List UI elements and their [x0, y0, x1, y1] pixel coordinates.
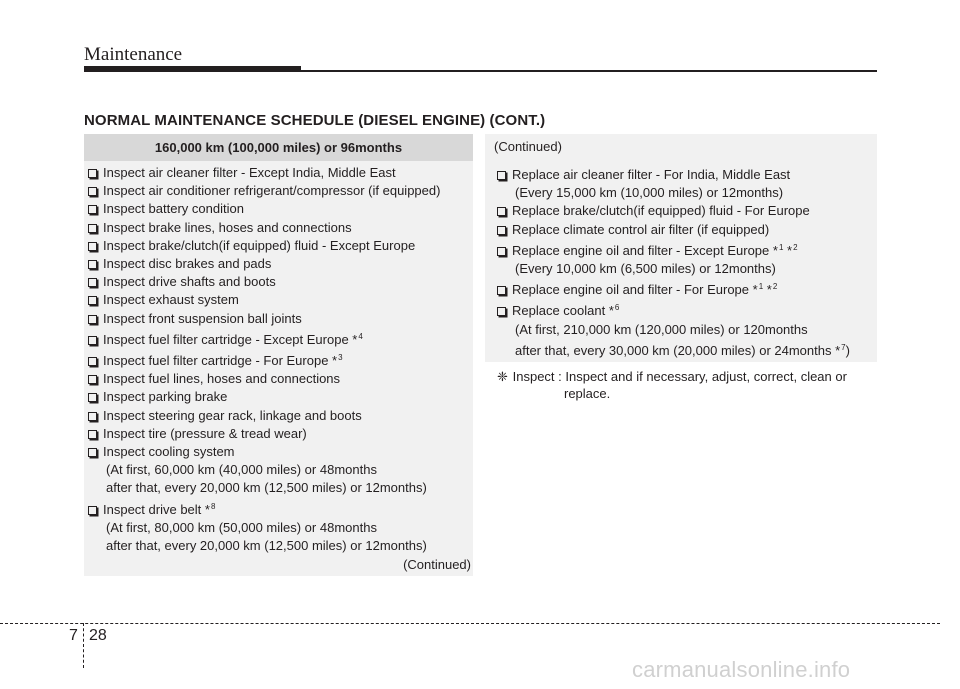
- schedule-detail-line: [88, 461, 472, 479]
- schedule-item: [88, 200, 472, 218]
- schedule-item: [88, 219, 472, 237]
- footer-dashed-divider: [83, 623, 84, 668]
- item-text: (Every 15,000 km (10,000 miles) or 12months): [515, 185, 784, 201]
- item-text: Replace climate control air filter (if equipped): [512, 221, 770, 237]
- item-text: Inspect steering gear rack, linkage and boots: [103, 407, 362, 423]
- checkbox-icon: [497, 247, 506, 256]
- schedule-item: [88, 310, 472, 328]
- checkbox-icon: [88, 412, 97, 421]
- note-line-1: [497, 368, 847, 385]
- schedule-item: [497, 202, 877, 220]
- item-text: Inspect air conditioner refrigerant/compressor (if equipped): [103, 183, 441, 199]
- footnote-marker: 8: [210, 501, 216, 511]
- item-text: (At first, 80,000 km (50,000 miles) or 48months: [106, 519, 377, 535]
- schedule-item: [88, 370, 472, 388]
- checkbox-icon: [88, 296, 97, 305]
- item-text: Inspect parking brake: [103, 389, 228, 405]
- item-text: Inspect exhaust system: [103, 292, 239, 308]
- checkbox-icon: [88, 448, 97, 457]
- checkbox-icon: [497, 226, 506, 235]
- schedule-detail-line: [497, 260, 877, 278]
- item-text: Replace engine oil and filter - For Europe *: [512, 282, 758, 298]
- item-text: Replace brake/clutch(if equipped) fluid - For Europe: [512, 203, 810, 219]
- item-text-continued: *: [783, 242, 793, 258]
- schedule-item: [497, 299, 877, 320]
- schedule-item: [88, 237, 472, 255]
- footnote-marker: 1: [758, 282, 764, 292]
- checkbox-icon: [497, 171, 506, 180]
- interval-heading: 160,000 km (100,000 miles) or 96months: [84, 134, 473, 161]
- schedule-detail-line: [497, 339, 877, 360]
- item-text: Inspect drive belt *: [103, 501, 210, 517]
- checkbox-icon: [88, 506, 97, 515]
- checkbox-icon: [88, 315, 97, 324]
- item-text: Replace air cleaner filter - For India, Middle East: [512, 167, 791, 182]
- footnote-marker: 3: [338, 353, 343, 363]
- footnote-marker: 7: [841, 342, 846, 352]
- schedule-detail-line: [88, 519, 472, 537]
- item-text: (At first, 210,000 km (120,000 miles) or 120months: [515, 321, 808, 337]
- note-text-1: Inspect : Inspect and if necessary, adjust, correct, clean or: [512, 369, 847, 384]
- continued-note-left: (Continued): [403, 557, 471, 572]
- item-text: Inspect disc brakes and pads: [103, 256, 272, 272]
- item-text-continued: *: [763, 282, 772, 298]
- checkbox-icon: [88, 357, 97, 366]
- schedule-item: [497, 278, 877, 299]
- schedule-item: [88, 349, 472, 370]
- item-text: after that, every 20,000 km (12,500 miles) or 12months): [106, 538, 427, 554]
- item-text: Inspect brake lines, hoses and connections: [103, 219, 352, 235]
- checkbox-icon: [88, 393, 97, 402]
- schedule-item: [88, 388, 472, 406]
- item-text: (At first, 60,000 km (40,000 miles) or 48months: [106, 462, 377, 478]
- header-rule-thin: [301, 70, 877, 72]
- schedule-item: [88, 273, 472, 291]
- item-text: Inspect fuel filter cartridge - Except Europe *: [103, 331, 358, 347]
- schedule-item: [88, 425, 472, 443]
- schedule-detail-line: [88, 479, 472, 497]
- item-text: Inspect tire (pressure & tread wear): [103, 425, 307, 441]
- checkbox-icon: [88, 430, 97, 439]
- footnote-marker: 1: [778, 242, 784, 252]
- schedule-detail-line: [88, 537, 472, 555]
- checkbox-icon: [497, 207, 506, 216]
- left-inspection-list: [88, 164, 472, 555]
- schedule-item: [88, 291, 472, 309]
- footnote-marker: 6: [614, 303, 620, 313]
- checkbox-icon: [497, 307, 506, 316]
- checkbox-icon: [88, 169, 97, 178]
- checkbox-icon: [88, 375, 97, 384]
- item-text: after that, every 20,000 km (12,500 miles) or 12months): [106, 480, 427, 496]
- item-text: Inspect air cleaner filter - Except India, Middle East: [103, 165, 396, 180]
- item-text: (Every 10,000 km (6,500 miles) or 12months): [515, 261, 776, 277]
- item-text: Inspect fuel filter cartridge - For Europe *: [103, 353, 338, 369]
- item-text: Inspect brake/clutch(if equipped) fluid - Except Europe: [103, 237, 416, 253]
- checkbox-icon: [88, 224, 97, 233]
- schedule-detail-line: [497, 321, 877, 339]
- right-replacement-list: [497, 166, 877, 360]
- inspect-definition-note: [497, 368, 847, 402]
- item-text-continued: ): [845, 342, 850, 358]
- chapter-number: 7: [69, 627, 78, 644]
- footnote-marker: 2: [793, 242, 798, 252]
- schedule-item: [497, 221, 877, 239]
- checkbox-icon: [88, 205, 97, 214]
- item-text: Inspect battery condition: [103, 201, 244, 217]
- item-text: Inspect drive shafts and boots: [103, 274, 276, 290]
- schedule-item: [88, 443, 472, 461]
- schedule-item: [88, 407, 472, 425]
- watermark: carmanualsonline.info: [632, 657, 851, 682]
- footnote-marker: 2: [772, 282, 778, 292]
- schedule-item: [88, 498, 472, 519]
- checkbox-icon: [88, 260, 97, 269]
- schedule-item: [88, 164, 472, 182]
- item-text: Replace engine oil and filter - Except Europe *: [512, 242, 778, 258]
- checkbox-icon: [88, 278, 97, 287]
- checkbox-icon: [88, 336, 97, 345]
- schedule-item: [497, 166, 877, 184]
- note-symbol-icon: ❈: [497, 369, 508, 384]
- checkbox-icon: [88, 187, 97, 196]
- item-text: Inspect front suspension ball joints: [103, 310, 302, 326]
- checkbox-icon: [497, 286, 506, 295]
- checkbox-icon: [88, 242, 97, 251]
- header-title: Maintenance: [84, 44, 183, 65]
- item-text: Inspect fuel lines, hoses and connections: [103, 371, 341, 387]
- item-text: Replace coolant *: [512, 303, 614, 319]
- page-number: 28: [89, 627, 107, 644]
- item-text: Inspect cooling system: [103, 444, 235, 460]
- header-rule-thick: [84, 66, 301, 72]
- note-line-2: replace.: [564, 386, 611, 401]
- footer-dashed-rule: [0, 623, 940, 624]
- schedule-item: [88, 255, 472, 273]
- schedule-item: [88, 182, 472, 200]
- section-title: NORMAL MAINTENANCE SCHEDULE (DIESEL ENGINE) (CONT.): [84, 112, 546, 129]
- continued-note-right: (Continued): [494, 139, 562, 154]
- schedule-item: [88, 328, 472, 349]
- footnote-marker: 4: [358, 331, 363, 341]
- schedule-item: [497, 239, 877, 260]
- schedule-detail-line: [497, 184, 877, 202]
- item-text: after that, every 30,000 km (20,000 miles) or 24months *: [515, 342, 841, 358]
